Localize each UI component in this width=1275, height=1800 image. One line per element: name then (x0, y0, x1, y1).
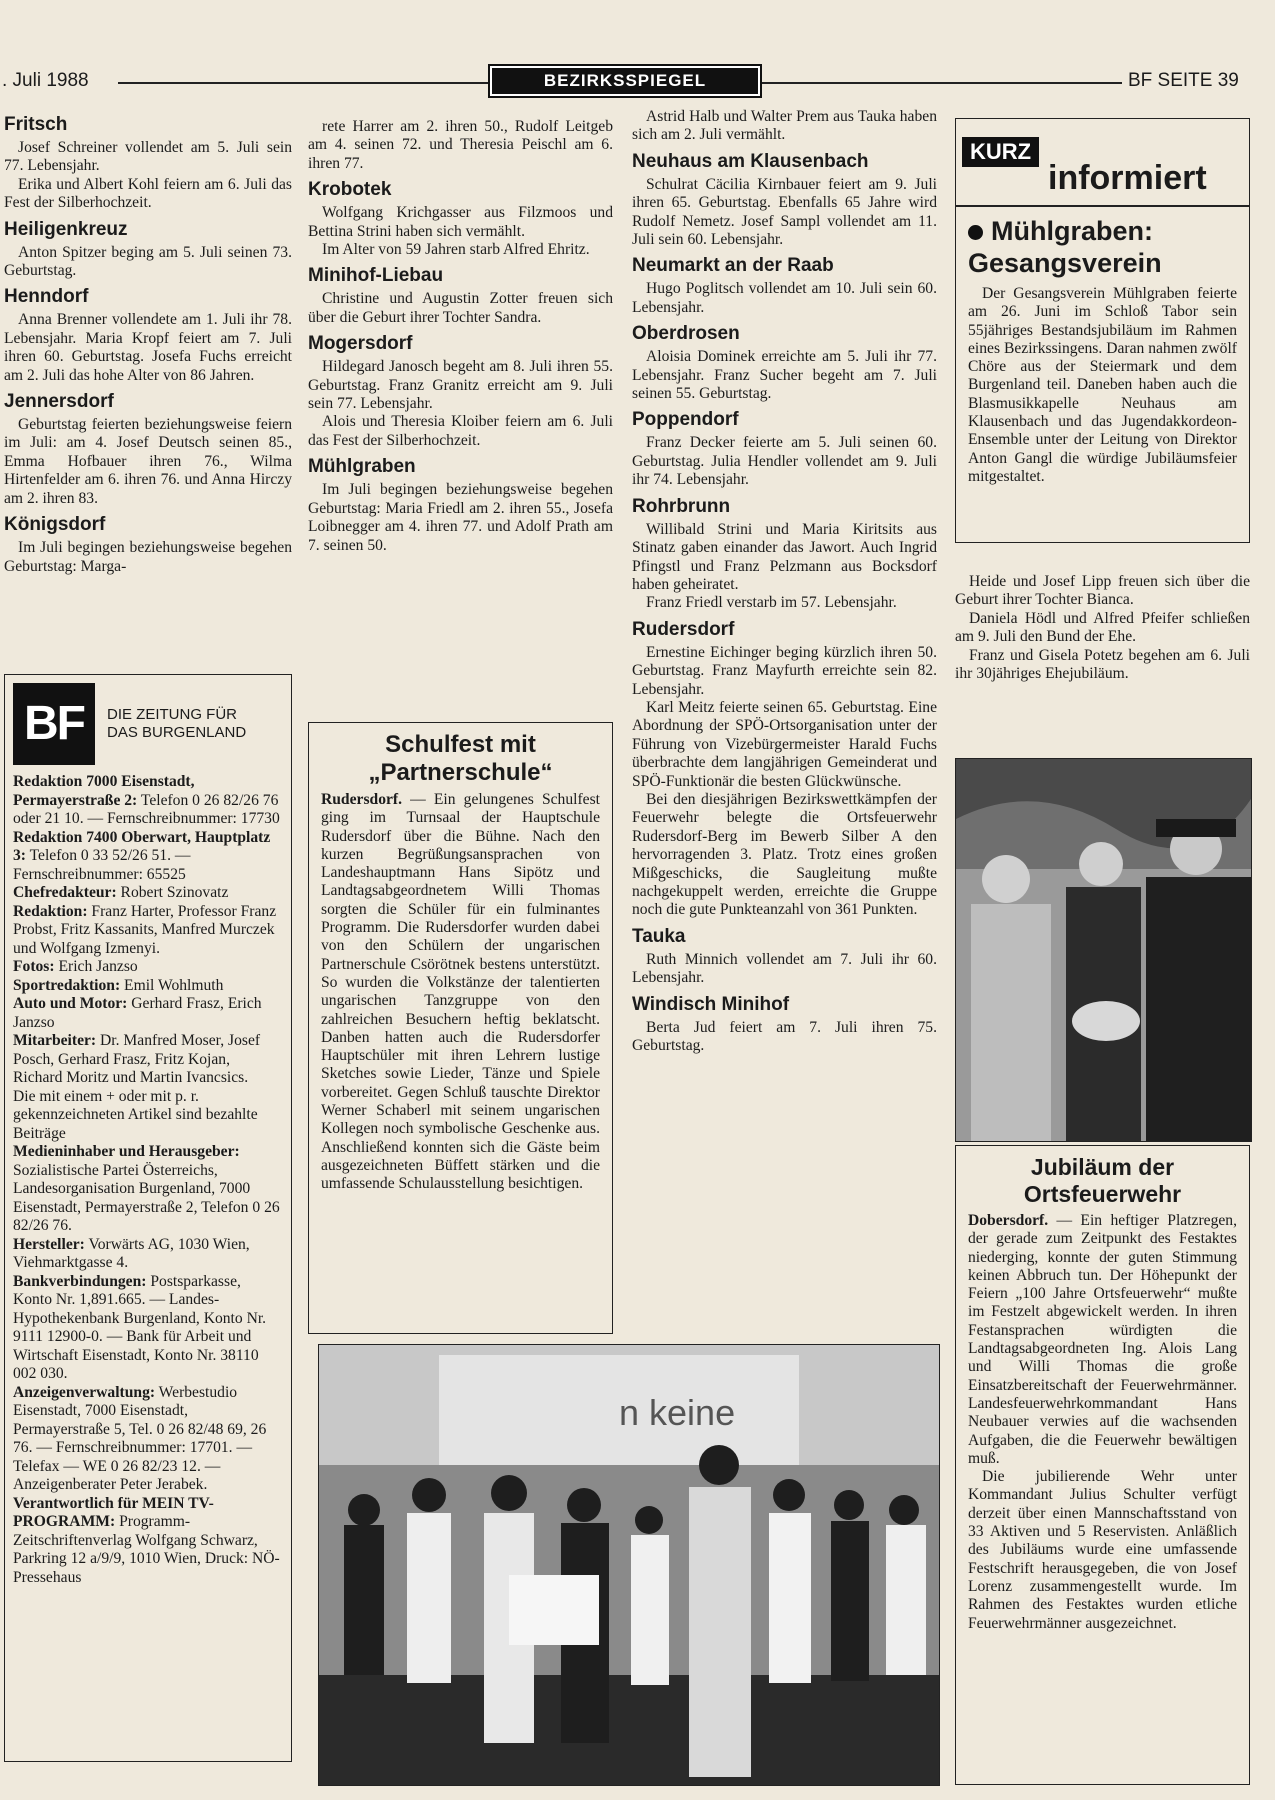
section-heading: Rudersdorf (632, 618, 735, 640)
impressum-entry-text: Erich Janzso (54, 958, 138, 975)
impressum-entry-text: Telefon 0 26 82/26 76 oder 21 10. — Fernschreibnummer: 17730 (13, 791, 280, 827)
section-label-box (488, 64, 762, 98)
header-rule-left (118, 82, 488, 84)
jubilaeum-text-1: — Ein heftiger Platzregen, der gerade zum Zeitpunkt des Festaktes niederging, konnte der guten Stimmung keinen Abbruch tun. Der Höhepunkt der Feiern „100 Jahre Ortsfeuerwehr“ mußte im Festzelt abgewickelt werden. In ihren Festansprachen würdigten die Landtagsabgeordneten Ing. Alois Lang und Willi Thomas die große Einsatzbereitschaft der Feuerwehrmänner. Landesfeuerwehrkommandant Hans Neubauer verwies auf die wachsenden Aufgaben, die die Feuerwehr bewältigen muß. (968, 1212, 1237, 1467)
impressum-entry-text: Postsparkasse, Konto Nr. 1,891.665. — Landes-Hypothekenbank Burgenland, Konto Nr. 9111 12900-0. — Bank für Arbeit und Wirtschaft Eisenstadt, Konto Nr. 38110 002 030. (13, 1272, 267, 1382)
banner-text: n keine (619, 1392, 736, 1433)
section-heading: Jennersdorf (4, 391, 114, 413)
impressum-entry-label: Verantwortlich für MEIN TV-PROGRAMM: (13, 1494, 214, 1530)
kurz-headline-2: Gesangsverein (968, 248, 1162, 278)
impressum-entry-label: Chefredakteur: (13, 884, 117, 901)
jubilaeum-article (955, 1145, 1250, 1785)
impressum-entry-text: Programm-Zeitschriftenverlag Wolfgang Schwarz, Parkring 12 a/9/9, 1010 Wien, Druck: NÖ-Pressehaus (13, 1513, 280, 1586)
impressum-entry (13, 829, 281, 885)
impressum-entry (13, 1273, 281, 1384)
impressum-entry (13, 884, 281, 903)
impressum-entry (13, 773, 281, 829)
impressum-entry-text: Sozialistische Partei Österreichs, Landesorganisation Burgenland, 7000 Eisenstadt, Permayerstraße 2, Telefon 0 26 82/26 76. (13, 1161, 280, 1234)
impressum-entry (13, 1384, 281, 1495)
impressum-entry (13, 958, 281, 977)
column-2-announcements (308, 118, 613, 708)
announcement-paragraph: Willibald Strini und Maria Kiritsits aus Stinatz gaben einander das Jawort. Auch Ingrid Pfingstl und Franz Pelzmann aus Bocksdorf haben geheiratet. (632, 520, 937, 593)
jubilaeum-dateline: Dobersdorf. (968, 1212, 1049, 1229)
kurz-label: KURZ (962, 137, 1039, 167)
section-heading: Rohrbrunn (632, 495, 731, 517)
impressum-entry-label: Fotos: (13, 958, 55, 975)
announcement-paragraph: Ernestine Eichinger beging kürzlich ihren 50. Geburtstag. Franz Mayfurth erreichte sein 82. Lebensjahr. (632, 643, 937, 698)
impressum-entry-label: Mitarbeiter: (13, 1032, 97, 1049)
impressum-entry (13, 1495, 281, 1588)
schulfest-article (308, 722, 613, 1334)
section-heading: Mühlgraben (308, 456, 416, 478)
impressum-entry (13, 1088, 281, 1144)
impressum-box (4, 674, 292, 1762)
impressum-entry (13, 977, 281, 996)
impressum-entry-text: Dr. Manfred Moser, Josef Posch, Gerhard Frasz, Fritz Kojan, Richard Moritz und Martin Ivancsics. (13, 1032, 261, 1086)
schulfest-text: — Ein gelungenes Schulfest ging im Turnsaal der Hauptschule Rudersdorf über die Bühne. Nach den kurzen Begrüßungsansprachen von Landeshauptmann Hans Sipötz und Landtagsabgeordnetem Willi Thomas sorgten die Schüler für ein fulminantes Programm. Die Rudersdorfer wurden dabei von den Schülern der ungarischen Partnerschule Csörötnek bestens unterstützt. So wurden die Volkstänze der talentierten ungarischen Tanzgruppe von den zahlreichen Besuchern heftig beklatscht. Danben hatten auch die Rudersdorfer Hauptschüler mit ihren Lehrern lustige Sketches sowie Lieder, Tänze und Spiele vorbereitet. Gegen Schluß tauschte Direktor Werner Schaberl mit seinem ungarischen Kollegen noch symbolische Geschenke aus. Anschließend konnten sich die Gäste beim ausgezeichneten Büffett stärken und die umfassende Schulausstellung besichtigen. (321, 791, 600, 1193)
impressum-entry (13, 1236, 281, 1273)
announcement-paragraph: rete Harrer am 2. ihren 50., Rudolf Leitgeb am 4. seinen 72. und Theresia Peischl am 6. ihren 77. (308, 118, 613, 172)
informiert-label: informiert (1048, 159, 1207, 197)
announcement-paragraph: Alois und Theresia Kloiber feiern am 6. Juli das Fest der Silberhochzeit. (308, 413, 613, 449)
announcement-paragraph: Ruth Minnich vollendet am 7. Juli ihr 60. Lebensjahr. (632, 950, 937, 987)
header-rule-right (762, 82, 1122, 84)
impressum-entries (13, 773, 281, 1587)
announcement-paragraph: Heide und Josef Lipp freuen sich über die Geburt ihrer Tochter Bianca. (955, 573, 1250, 609)
announcement-paragraph: Karl Meitz feierte seinen 65. Geburtstag. Eine Abordnung der SPÖ-Ortsorganisation unter der Führung von Vizebürgermeister Harald Fuchs überbrachte dem langjährigen Gemeinderat und SPÖ-Funktionär die besten Glückwünsche. (632, 698, 937, 790)
jubilaeum-body-1 (968, 1212, 1237, 1468)
section-heading: Windisch Minihof (632, 993, 790, 1015)
impressum-entry (13, 1143, 281, 1236)
tagline-line-1: DIE ZEITUNG FÜR (107, 706, 237, 723)
announcement-paragraph: Franz Friedl verstarb im 57. Lebensjahr. (646, 594, 897, 612)
bullet-icon (968, 225, 983, 240)
schulfest-photo-image (319, 1345, 939, 1785)
column-3-announcements (632, 108, 937, 1333)
impressum-entry-label: Anzeigenverwaltung: (13, 1383, 156, 1401)
impressum-entry-text: Telefon 0 33 52/26 51. — Fernschreibnummer: 65525 (13, 847, 191, 883)
announcement-paragraph: Wolfgang Krichgasser aus Filzmoos und Bettina Strini haben sich vermählt. (308, 204, 613, 240)
schulfest-title-1: Schulfest mit (385, 731, 536, 758)
announcement-paragraph: Im Juli begingen beziehungsweise begehen Geburtstag: Maria Friedl am 2. ihren 55., Josefa Loibnegger am 4. ihren 77. und Adolf Prath am 7. seinen 50. (308, 481, 613, 554)
kurz-headline-1: Mühlgraben: (991, 216, 1153, 246)
feuerwehr-photo-image (956, 759, 1251, 1141)
issue-date: . Juli 1988 (2, 70, 89, 91)
impressum-entry-text: Emil Wohlmuth (120, 976, 224, 994)
announcement-paragraph: Josef Schreiner vollendet am 5. Juli sein 77. Lebensjahr. (4, 139, 292, 175)
section-heading: Tauka (632, 925, 686, 947)
announcement-paragraph: Anna Brenner vollendete am 1. Juli ihr 78. Lebensjahr. Maria Kropf feiert am 7. Juli ihren 60. Geburtstag. Josefa Fuchs erreicht am 2. Juli das hohe Alter von 86 Jahren. (4, 311, 292, 384)
page-number: BF SEITE 39 (1128, 70, 1239, 91)
schulfest-photo (318, 1344, 940, 1786)
announcement-paragraph: Daniela Hödl und Alfred Pfeifer schließen am 9. Juli den Bund der Ehe. (955, 609, 1250, 646)
impressum-entry-label: Bankverbindungen: (13, 1272, 147, 1290)
section-heading: Krobotek (308, 179, 392, 201)
announcement-paragraph: Berta Jud feiert am 7. Juli ihren 75. Geburtstag. (632, 1018, 937, 1055)
column-1-announcements (4, 108, 292, 668)
kurz-informiert-header (956, 119, 1249, 207)
jubilaeum-body-2: Die jubilierende Wehr unter Kommandant Julius Schulter verfügt derzeit über einen Mannschaftsstand von 33 Aktiven und 5 Reservisten. Anläßlich des Jubiläums wurde eine umfassende Festschrift herausgegeben, die von Josef Lorenz zusammengestellt wurde. Im Rahmen des Festaktes wurden etliche Feuerwehrmänner ausgezeichnet. (968, 1468, 1237, 1632)
section-heading: Minihof-Liebau (308, 265, 444, 287)
schulfest-title-2: „Partnerschule“ (368, 759, 553, 786)
impressum-entry-label: Medieninhaber und Herausgeber: (13, 1143, 240, 1160)
tagline-line-2: DAS BURGENLAND (107, 724, 247, 741)
bf-logo: BF (13, 683, 95, 765)
section-heading: Oberdrosen (632, 323, 740, 345)
impressum-entry-text: Die mit einem + oder mit p. r. gekennzeichneten Artikel sind bezahlte Beiträge (13, 1087, 258, 1142)
impressum-entry-label: Redaktion 7400 Oberwart, Hauptplatz 3: (13, 828, 271, 864)
impressum-entry-text: Gerhard Frasz, Erich Janzso (13, 995, 262, 1031)
impressum-entry (13, 1032, 281, 1088)
announcement-paragraph: Franz Decker feierte am 5. Juli seinen 60. Geburtstag. Julia Hendler vollendet am 9. Juli ihr 74. Lebensjahr. (632, 434, 937, 489)
jubilaeum-title-2: Ortsfeuerwehr (1023, 1181, 1182, 1207)
masthead (13, 683, 281, 765)
announcement-paragraph: Hildegard Janosch begeht am 8. Juli ihren 55. Geburtstag. Franz Granitz erreicht am 9. Juli sein 77. Lebensjahr. (308, 358, 613, 413)
section-heading: Mogersdorf (308, 333, 413, 355)
section-heading: Neumarkt an der Raab (632, 255, 834, 277)
impressum-entry-text: Robert Szinovatz (116, 884, 229, 901)
schulfest-body (321, 791, 600, 1194)
section-heading: Fritsch (4, 114, 68, 135)
announcement-paragraph: Hugo Poglitsch vollendet am 10. Juli sein 60. Lebensjahr. (632, 280, 937, 316)
announcement-paragraph: Aloisia Dominek erreichte am 5. Juli ihr 77. Lebensjahr. Franz Sucher begeht am 7. Juli seinen 55. Geburtstag. (632, 348, 937, 403)
announcement-paragraph: Erika und Albert Kohl feiern am 6. Juli das Fest der Silberhochzeit. (4, 175, 292, 212)
section-heading: Henndorf (4, 286, 89, 308)
announcement-paragraph: Schulrat Cäcilia Kirnbauer feiert am 9. Juli ihren 65. Geburtstag. Ebenfalls 65 Jahre wird Rudolf Nemetz. Josef Sampl vollendet am 11. Juli sein 60. Lebensjahr. (632, 175, 937, 249)
impressum-entry (13, 995, 281, 1032)
announcement-paragraph: Christine und Augustin Zotter freuen sich über die Geburt ihrer Tochter Sandra. (308, 290, 613, 326)
announcement-paragraph: Im Juli begingen beziehungsweise begehen Geburtstag: Marga- (4, 539, 292, 575)
section-heading: Königsdorf (4, 514, 106, 536)
section-heading: Neuhaus am Klausenbach (632, 150, 869, 172)
announcement-paragraph: Anton Spitzer beging am 5. Juli seinen 73. Geburtstag. (4, 243, 292, 280)
jubilaeum-title-1: Jubiläum der (1030, 1154, 1175, 1180)
schulfest-dateline: Rudersdorf. (321, 791, 402, 808)
impressum-entry (13, 903, 281, 959)
kurz-informiert-box (955, 118, 1250, 543)
impressum-entry-text: Vorwärts AG, 1030 Wien, Viehmarktgasse 4. (13, 1235, 250, 1271)
column-4-announcements (955, 573, 1250, 733)
impressum-entry-text: Franz Harter, Professor Franz Probst, Fritz Kassanits, Manfred Murczek und Wolfgang Izmenyi. (13, 902, 277, 957)
announcement-paragraph: Bei den diesjährigen Bezirkswettkämpfen der Feuerwehr belegte die Ortsfeuerwehr Rudersdorf-Berg im Bewerb Silber A den hervorragenden 3. Platz. Trotz eines großen Mißgeschicks, die Saugleitung mußte nachgekuppelt werden, erreichte die Gruppe noch die gute Punkteanzahl von 361 Punkten. (632, 790, 937, 919)
impressum-entry-text: Werbestudio Eisenstadt, 7000 Eisenstadt, Permayerstraße 5, Tel. 0 26 82/48 69, 26 76. — Fernschreibnummer: 17701. — Telefax — WE 0 26 82/23 12. — Anzeigenberater Peter Jerabek. (13, 1383, 267, 1493)
section-heading: Poppendorf (632, 409, 739, 431)
section-heading: Heiligenkreuz (4, 218, 128, 240)
section-label: BEZIRKSSPIEGEL (492, 68, 758, 94)
kurz-body: Der Gesangsverein Mühlgraben feierte am 26. Juni im Schloß Tabor sein 55jähriges Bestandsjubiläum im Rahmen eines Bezirkssingens. Daran nahmen zwölf Chöre aus der Steiermark und dem Burgenland teil. Daneben haben auch die Blasmusikkapelle Neuhaus am Klausenbach und das Jugendakkordeon-Ensemble unter der Leitung von Direktor Anton Gangl die würdige Jubiläumsfeier mitgestaltet. (968, 285, 1237, 485)
feuerwehr-photo (955, 758, 1252, 1142)
impressum-entry-label: Redaktion 7000 Eisenstadt, Permayerstraße 2: (13, 773, 195, 809)
kurz-headline (968, 215, 1237, 279)
announcement-paragraph: Franz und Gisela Potetz begehen am 6. Juli ihr 30jähriges Ehejubiläum. (955, 646, 1250, 683)
announcement-paragraph: Astrid Halb und Walter Prem aus Tauka haben sich am 2. Juli vermählt. (632, 108, 937, 144)
impressum-entry-label: Redaktion: (13, 902, 88, 920)
impressum-entry-label: Hersteller: (13, 1235, 85, 1253)
impressum-entry-label: Auto und Motor: (13, 995, 128, 1012)
announcement-paragraph: Im Alter von 59 Jahren starb Alfred Ehritz. (322, 241, 590, 259)
impressum-entry-label: Sportredaktion: (13, 976, 121, 994)
announcement-paragraph: Geburtstag feierten beziehungsweise feiern im Juli: am 4. Josef Deutsch seinen 85., Emma Hofbauer ihren 76., Wilma Hirtenfelder am 6. ihren 76. und Anna Hirczy am 2. ihren 83. (4, 416, 292, 507)
